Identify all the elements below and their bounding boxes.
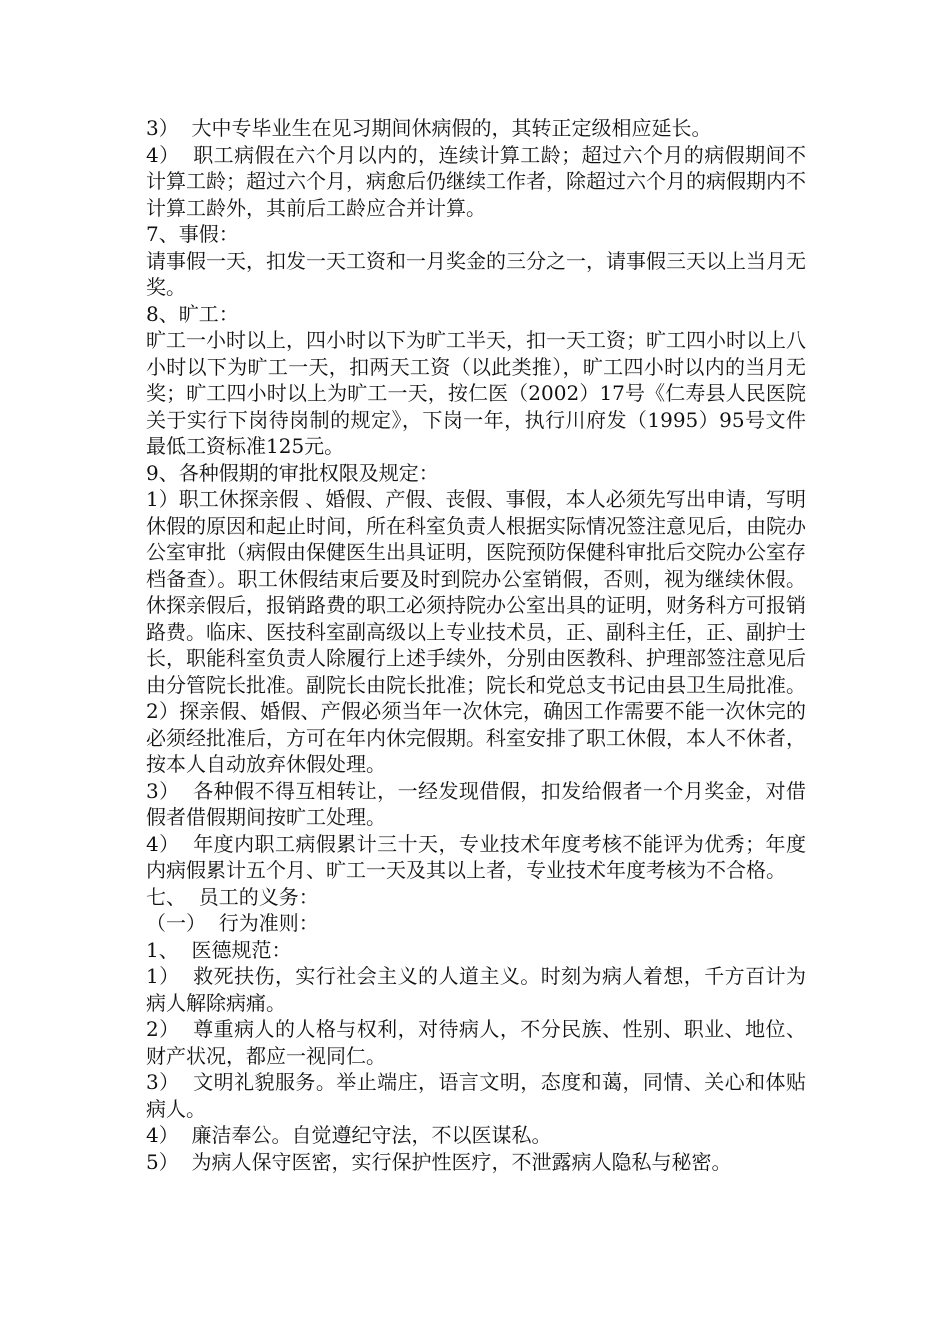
- paragraph-ethics-2: 2） 尊重病人的人格与权利，对待病人，不分民族、性别、职业、地位、财产状况，都应一视同仁。: [146, 1017, 806, 1068]
- paragraph-absenteeism: 旷工一小时以上，四小时以下为旷工半天，扣一天工资；旷工四小时以上八小时以下为旷工一天，扣两天工资（以此类推），旷工四小时以内的当月无奖；旷工四小时以上为旷工一天，按仁医（2002）17号《仁寿县人民医院关于实行下岗待岗制的规定》，下岗一年，执行川府发（1995）95号文件最低工资标准125元。: [146, 328, 806, 458]
- heading-code-of-conduct: （一） 行为准则：: [146, 911, 319, 935]
- paragraph-3-sick-leave-trainee: 3） 大中专毕业生在见习期间休病假的，其转正定级相应延长。: [146, 116, 712, 140]
- paragraph-personal-leave: 请事假一天，扣发一天工资和一月奖金的三分之一，请事假三天以上当月无奖。: [146, 248, 806, 299]
- document-body: [146, 115, 806, 1175]
- paragraph-ethics-4: 4） 廉洁奉公。自觉遵纪守法，不以医谋私。: [146, 1123, 552, 1147]
- paragraph-approval-3: 3） 各种假不得互相转让，一经发现借假，扣发给假者一个月奖金，对借假者借假期间按旷工处理。: [146, 778, 806, 829]
- paragraph-approval-2: 2）探亲假、婚假、产假必须当年一次休完，确因工作需要不能一次休完的必须经批准后，方可在年内休完假期。科室安排了职工休假，本人不休者，按本人自动放弃休假处理。: [146, 699, 806, 776]
- paragraph-ethics-1: 1） 救死扶伤，实行社会主义的人道主义。时刻为病人着想，千方百计为病人解除病痛。: [146, 964, 806, 1015]
- paragraph-ethics-5: 5） 为病人保守医密，实行保护性医疗，不泄露病人隐私与秘密。: [146, 1149, 732, 1174]
- heading-leave-approval: 9、各种假期的审批权限及规定：: [146, 460, 439, 485]
- paragraph-approval-1: 1）职工休探亲假 、婚假、产假、丧假、事假，本人必须先写出申请，写明休假的原因和起止时间，所在科室负责人根据实际情况签注意见后，由院办公室审批（病假由保健医生出具证明，医院预防保健科审批后交院办公室存档备查）。职工休假结束后要及时到院办公室销假，否则，视为继续休假。休探亲假后，报销路费的职工必须持院办公室出具的证明，财务科方可报销路费。临床、医技科室副高级以上专业技术员，正、副科主任，正、副护士长，职能科室负责人除履行上述手续外，分别由医教科、护理部签注意见后由分管院长批准。副院长由院长批准；院长和党总支书记由县卫生局批准。: [146, 487, 806, 697]
- heading-medical-ethics: 1、 医德规范：: [146, 937, 292, 962]
- paragraph-ethics-3: 3） 文明礼貌服务。举止端庄，语言文明，态度和蔼，同情、关心和体贴病人。: [146, 1070, 806, 1121]
- heading-employee-duties: 七、 员工的义务：: [146, 884, 319, 909]
- heading-absenteeism: 8、旷工：: [146, 301, 239, 326]
- paragraph-approval-4: 4） 年度内职工病假累计三十天，专业技术年度考核不能评为优秀；年度内病假累计五个月、旷工一天及其以上者，专业技术年度考核为不合格。: [146, 831, 806, 882]
- paragraph-4-sick-leave-seniority: 4） 职工病假在六个月以内的，连续计算工龄；超过六个月的病假期间不计算工龄；超过六个月，病愈后仍继续工作者，除超过六个月的病假期内不计算工龄外，其前后工龄应合并计算。: [146, 142, 806, 220]
- heading-personal-leave: 7、事假：: [146, 222, 239, 246]
